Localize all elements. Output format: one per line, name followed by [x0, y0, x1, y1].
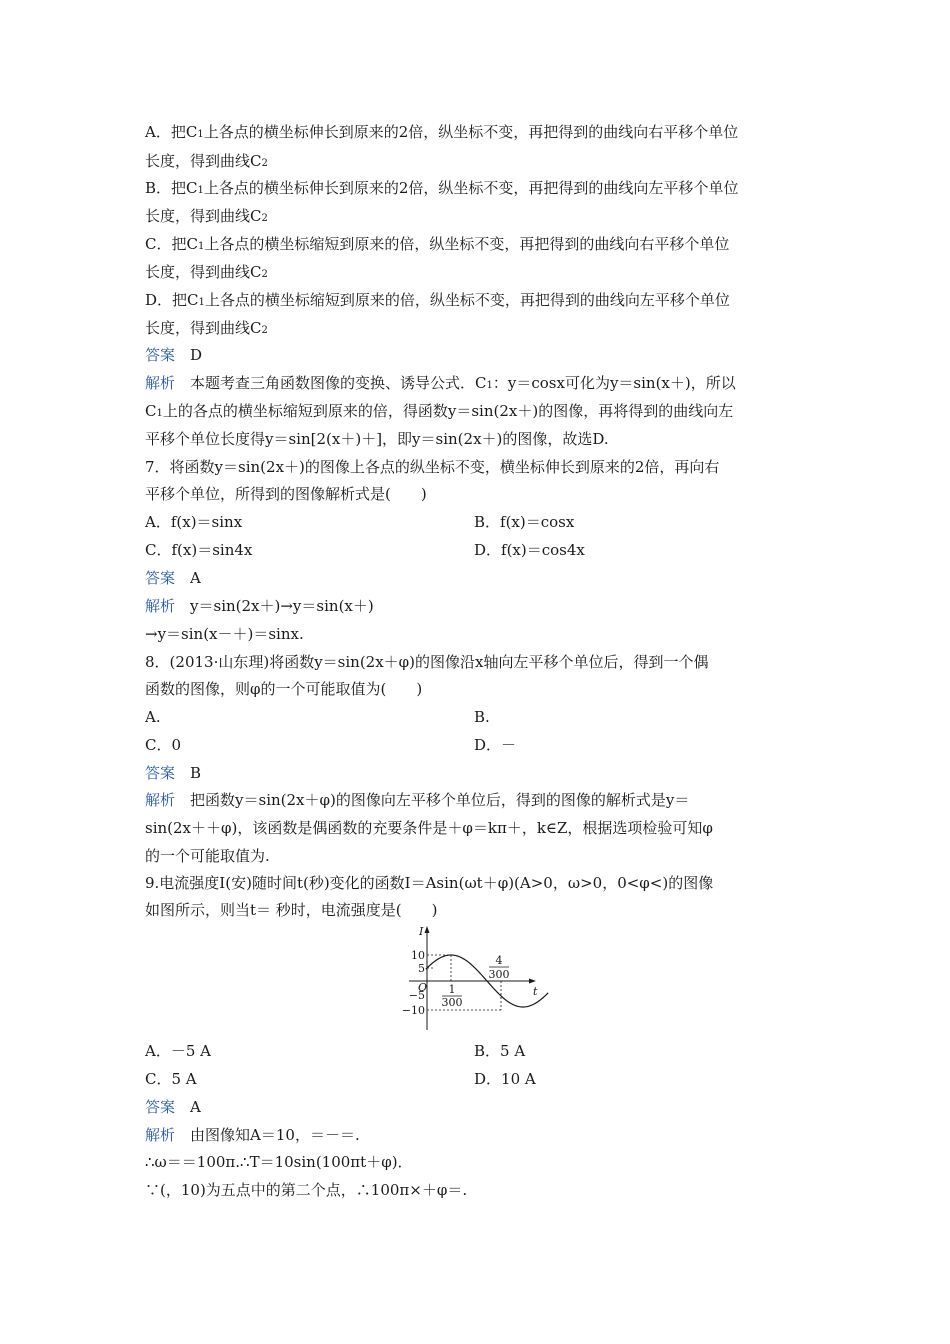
q9-stem-line2: 如图所示，则当t＝ 秒时，电流强度是( ) — [145, 901, 438, 919]
q9-stem-line1: 9.电流强度I(安)随时间t(秒)变化的函数I＝Asin(ωt＋φ)(A>0，ω>0，0<φ<)的图像 — [145, 874, 714, 892]
q8-analysis-line1: 解析 把函数y＝sin(2x＋φ)的图像向左平移个单位后，得到的图像的解析式是y＝ — [145, 791, 690, 809]
q7-analysis-line2: →y＝sin(x－＋)＝sinx. — [145, 625, 304, 643]
y-axis-arrow — [425, 926, 430, 933]
x-axis-label: t — [533, 985, 538, 998]
q6-option-c-line1: C．把C1上各点的横坐标缩短到原来的倍，纵坐标不变，再把得到的曲线向右平移个单位 — [145, 235, 730, 253]
x-tick1-numerator: 1 — [448, 983, 456, 996]
q9-option-c: C．5 A — [145, 1070, 197, 1088]
q7-option-c: C．f(x)＝sin4x — [145, 541, 253, 559]
q8-option-a: A. — [145, 708, 161, 726]
q6-option-a-line1: A．把C1上各点的横坐标伸长到原来的2倍，纵坐标不变，再把得到的曲线向右平移个单位 — [145, 123, 739, 141]
q9-analysis-line3: ∵(，10)为五点中的第二个点，∴100π×＋φ＝. — [145, 1181, 468, 1199]
q9-analysis-line1: 解析 由图像知A＝10，＝－＝. — [145, 1126, 360, 1144]
q7-option-b: B．f(x)＝cosx — [474, 513, 575, 531]
q8-option-d: D．－ — [474, 736, 517, 754]
q9-option-d: D．10 A — [474, 1070, 536, 1088]
q7-stem-line1: 7．将函数y＝sin(2x＋)的图像上各点的纵坐标不变，横坐标伸长到原来的2倍，再向右 — [145, 458, 720, 476]
q6-option-c-line2: 长度，得到曲线C2 — [145, 263, 268, 281]
y-tick-neg5: −5 — [408, 989, 425, 1002]
y-tick-neg10: −10 — [401, 1004, 425, 1017]
q9-option-a: A．－5 A — [145, 1042, 211, 1060]
x-tick1-denominator: 300 — [441, 996, 463, 1009]
x-tick2-numerator: 4 — [495, 954, 503, 967]
q8-analysis-line2: sin(2x＋＋φ)，该函数是偶函数的充要条件是＋φ＝kπ＋，k∈Z，根据选项检验可知φ — [145, 819, 713, 837]
q6-answer: 答案 D — [145, 346, 203, 364]
y-tick-10: 10 — [411, 949, 425, 962]
x-axis-arrow — [529, 979, 536, 984]
q7-option-d: D．f(x)＝cos4x — [474, 541, 585, 559]
q6-analysis-line1: 解析 本题考查三角函数图像的变换、诱导公式．C1：y＝cosx可化为y＝sin(x＋)，所以 — [145, 374, 736, 392]
q6-option-d-line1: D．把C1上各点的横坐标缩短到原来的倍，纵坐标不变，再把得到的曲线向左平移个单位 — [145, 291, 730, 309]
q8-option-b: B. — [474, 708, 490, 726]
q8-option-c: C．0 — [145, 736, 182, 754]
y-axis-label: I — [419, 925, 424, 938]
q6-analysis-line3: 平移个单位长度得y＝sin[2(x＋)＋]，即y＝sin(2x＋)的图像，故选D. — [145, 430, 609, 448]
x-tick2-denominator: 300 — [488, 968, 510, 981]
q6-analysis-line2: C1上的各点的横坐标缩短到原来的倍，得函数y＝sin(2x＋)的图像，再将得到的曲线向左 — [145, 402, 734, 420]
q8-answer: 答案 B — [145, 764, 202, 782]
q8-stem-line2: 函数的图像，则φ的一个可能取值为( ) — [145, 680, 423, 698]
origin-label: O — [418, 981, 428, 994]
q6-option-a-line2: 长度，得到曲线C2 — [145, 152, 268, 170]
q7-option-a: A．f(x)＝sinx — [145, 513, 243, 531]
y-tick-5: 5 — [418, 962, 425, 975]
q8-analysis-line3: 的一个可能取值为. — [145, 847, 270, 865]
q7-analysis-line1: 解析 y＝sin(2x＋)→y＝sin(x＋) — [145, 597, 374, 615]
q9-answer: 答案 A — [145, 1098, 201, 1116]
q6-option-b-line1: B．把C1上各点的横坐标伸长到原来的2倍，纵坐标不变，再把得到的曲线向左平移个单位 — [145, 179, 739, 197]
q9-option-b: B．5 A — [474, 1042, 526, 1060]
q7-stem-line2: 平移个单位，所得到的图像解析式是( ) — [145, 485, 427, 503]
q6-option-d-line2: 长度，得到曲线C2 — [145, 319, 268, 337]
q7-answer: 答案 A — [145, 569, 201, 587]
q8-stem-line1: 8．(2013·山东理)将函数y＝sin(2x＋φ)的图像沿x轴向左平移个单位后，得到一个偶 — [145, 653, 709, 671]
q6-option-b-line2: 长度，得到曲线C2 — [145, 207, 268, 225]
q9-analysis-line2: ∴ω＝＝100π.∴T＝10sin(100πt＋φ)． — [145, 1153, 413, 1171]
sine-graph — [401, 924, 540, 1036]
